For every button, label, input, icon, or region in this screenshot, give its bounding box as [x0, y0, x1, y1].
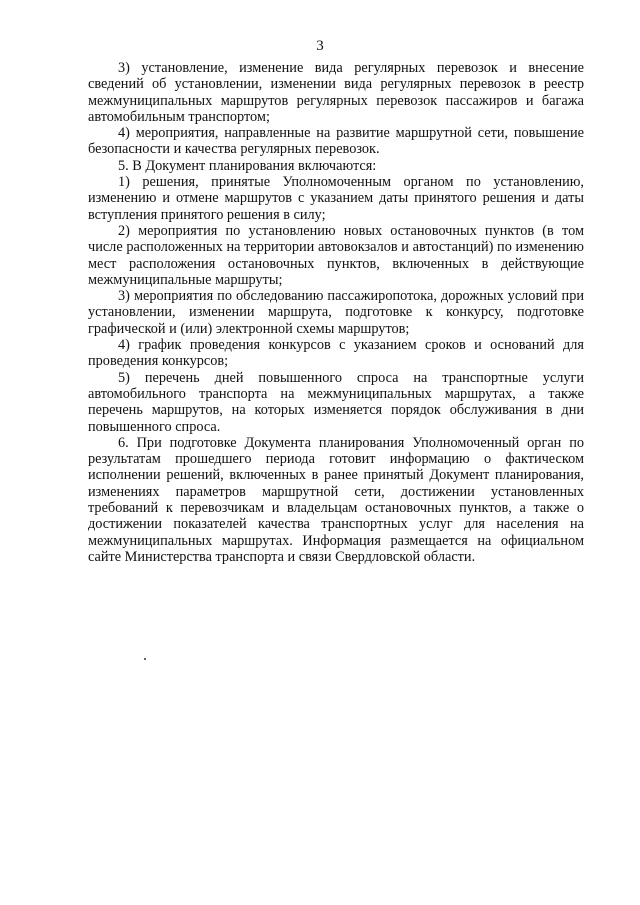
paragraph-5-item-1: 1) решения, принятые Уполномоченным органом по установлению, изменению и отмене маршрутов с указанием даты принятого решения и даты вступления принятого решения в силу;: [88, 174, 584, 223]
paragraph-item-4: 4) мероприятия, направленные на развитие маршрутной сети, повышение безопасности и качества регулярных перевозок.: [88, 125, 584, 158]
page-number: 3: [316, 38, 324, 54]
paragraph-5-item-5: 5) перечень дней повышенного спроса на транспортные услуги автомобильного транспорта на межмуниципальных маршрутах, а также перечень маршрутов, на которых изменяется порядок обслуживания в дни повышенного спроса.: [88, 369, 584, 435]
paragraph-5-item-4: 4) график проведения конкурсов с указанием сроков и оснований для проведения конкурсов;: [88, 337, 584, 370]
body-text: [88, 60, 584, 565]
paragraph-5-item-2: 2) мероприятия по установлению новых остановочных пунктов (в том числе расположенных на территории автовокзалов и автостанций) по изменению мест расположения остановочных пунктов, включенных в действующие межмуниципальные маршруты;: [88, 222, 584, 288]
stray-dot-mark: [144, 658, 146, 660]
paragraph-section-5: 5. В Документ планирования включаются:: [118, 157, 377, 174]
paragraph-5-item-3: 3) мероприятия по обследованию пассажиропотока, дорожных условий при установлении, изменении маршрута, подготовке к конкурсу, подготовке графической и (или) электронной схемы маршрутов;: [88, 288, 584, 337]
paragraph-section-6: 6. При подготовке Документа планирования Уполномоченный орган по результатам прошедшего периода готовит информацию о фактическом исполнении решений, включенных в ранее принятый Документ планирования, изменениях параметров маршрутной сети, достижении установленных требований к перевозчикам и владельцам остановочных пунктов, а также о достижении показателей качества транспортных услуг для населения на межмуниципальных маршрутах. Информация размещается на официальном сайте Министерства транспорта и связи Свердловской области.: [88, 434, 584, 565]
paragraph-item-3: 3) установление, изменение вида регулярных перевозок и внесение сведений об установлении, изменении вида регулярных перевозок в реестр межмуниципальных маршрутов регулярных перевозок пассажиров и багажа автомобильным транспортом;: [88, 60, 584, 125]
